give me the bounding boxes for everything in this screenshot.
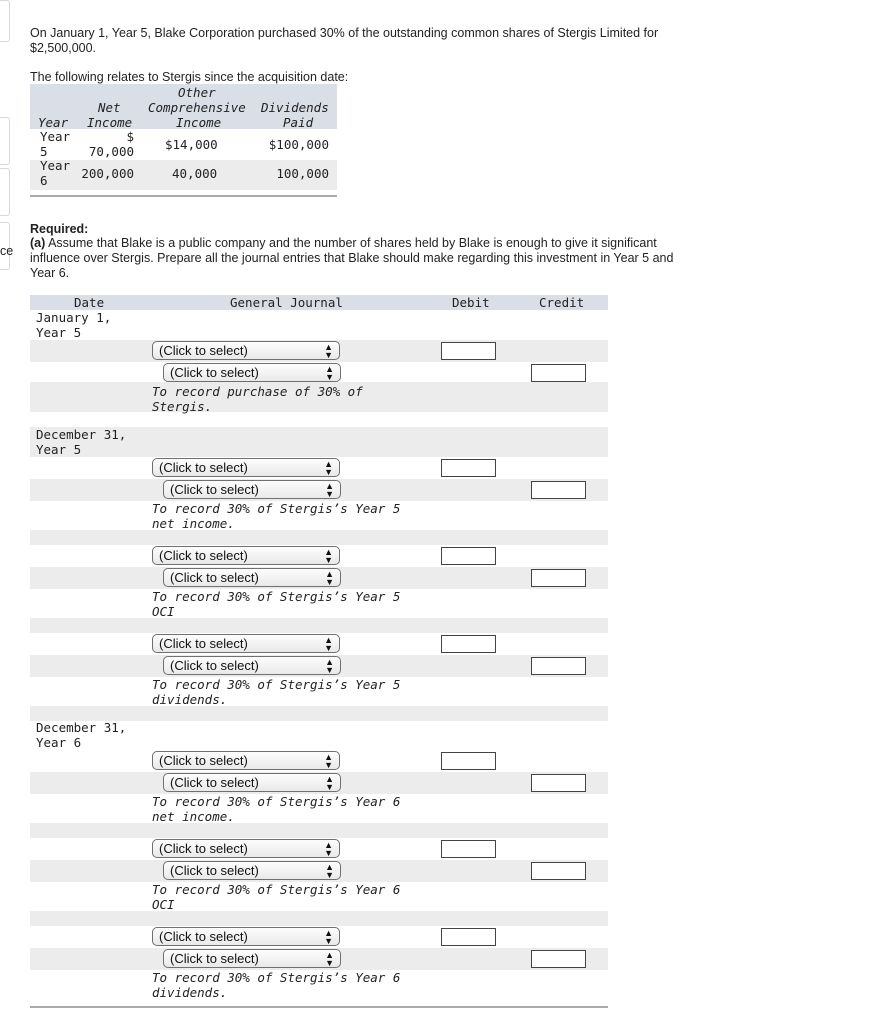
updown-arrows-icon: ▲ ▼ [324, 635, 333, 653]
row-year5-year-b: 5 [40, 144, 48, 159]
header-other: Other [178, 85, 216, 100]
required-label: Required: [30, 222, 89, 236]
row-year5-oci: $14,000 [165, 137, 218, 152]
entry-1-credit-account-select[interactable] [163, 363, 341, 382]
journal-col-debit: Debit [452, 295, 490, 310]
entry-4-debit-account-select[interactable] [152, 634, 340, 653]
select-placeholder: (Click to select) [170, 658, 259, 673]
entry-2-credit-input[interactable] [531, 481, 586, 499]
entry-6-debit-account-select[interactable] [152, 839, 340, 858]
select-placeholder: (Click to select) [170, 482, 259, 497]
journal-row-bg [30, 530, 608, 545]
entry-7-credit-account-select[interactable] [163, 949, 341, 968]
entry-5-credit-input[interactable] [531, 774, 586, 792]
entry-1-debit-account-select[interactable] [152, 341, 340, 360]
updown-arrows-icon: ▲ ▼ [324, 342, 333, 360]
entry-2-debit-account-select[interactable] [152, 458, 340, 477]
header-comprehensive: Comprehensive [148, 100, 246, 115]
header-paid: Paid [283, 115, 314, 130]
select-placeholder: (Click to select) [170, 570, 259, 585]
row-year6-dividends: 100,000 [276, 166, 329, 181]
row-year6-year-a: Year [40, 158, 71, 173]
entry-7-debit-account-select[interactable] [152, 927, 340, 946]
entry-4-debit-input[interactable] [441, 635, 496, 653]
entry-7-credit-input[interactable] [531, 950, 586, 968]
left-edge-panel [0, 117, 10, 165]
entry-6-memo-line-1: To record 30% of Stergis’s Year 6 [152, 882, 401, 897]
left-edge-fragment: ce [0, 244, 14, 258]
entry-3-memo-line-2: OCI [152, 604, 175, 619]
updown-arrows-icon: ▲ ▼ [325, 481, 334, 499]
row-year5-ni-a: $ [126, 129, 134, 144]
select-placeholder: (Click to select) [159, 636, 248, 651]
entry-7-memo-line-1: To record 30% of Stergis’s Year 6 [152, 970, 401, 985]
select-placeholder: (Click to select) [170, 365, 259, 380]
row-year6-ni-b: 200,000 [81, 166, 134, 181]
stergis-table-bottom-rule [30, 195, 337, 197]
entry-6-credit-account-select[interactable] [163, 861, 341, 880]
updown-arrows-icon: ▲ ▼ [324, 547, 333, 565]
date-jan1-line-2: Year 5 [36, 325, 82, 340]
required-part-a-line-2: influence over Stergis. Prepare all the journal entries that Blake should make regarding this investment in Year 5 and [30, 251, 674, 265]
entry-4-memo-line-2: dividends. [152, 692, 228, 707]
header-dividends: Dividends [261, 100, 329, 115]
intro-relates: The following relates to Stergis since the acquisition date: [30, 70, 349, 84]
required-part-a-line-1 [30, 236, 657, 251]
updown-arrows-icon: ▲ ▼ [324, 928, 333, 946]
entry-1-memo-line-1: To record purchase of 30% of [152, 384, 363, 399]
intro-line-2: $2,500,000. [30, 41, 97, 55]
entry-3-debit-account-select[interactable] [152, 546, 340, 565]
updown-arrows-icon: ▲ ▼ [325, 950, 334, 968]
journal-col-general-journal: General Journal [230, 295, 343, 310]
entry-1-debit-input[interactable] [441, 342, 496, 360]
entry-6-debit-input[interactable] [441, 840, 496, 858]
date-dec31-y6-line-1: December 31, [36, 720, 127, 735]
select-placeholder: (Click to select) [170, 863, 259, 878]
entry-7-debit-input[interactable] [441, 928, 496, 946]
select-placeholder: (Click to select) [159, 929, 248, 944]
entry-6-credit-input[interactable] [531, 862, 586, 880]
entry-3-credit-account-select[interactable] [163, 568, 341, 587]
updown-arrows-icon: ▲ ▼ [325, 862, 334, 880]
header-net-income: Income [87, 115, 133, 130]
intro-line-1: On January 1, Year 5, Blake Corporation purchased 30% of the outstanding common shares of Stergis Limited for [30, 26, 659, 40]
required-part-a-line-3: Year 6. [30, 266, 70, 280]
row-year6-year-b: 6 [40, 173, 48, 188]
updown-arrows-icon: ▲ ▼ [324, 840, 333, 858]
part-a-label: (a) [30, 236, 46, 250]
entry-4-credit-input[interactable] [531, 657, 586, 675]
updown-arrows-icon: ▲ ▼ [324, 459, 333, 477]
journal-bottom-rule [30, 1006, 608, 1008]
journal-row-bg [30, 618, 608, 633]
date-jan1-line-1: January 1, [36, 310, 112, 325]
entry-3-credit-input[interactable] [531, 569, 586, 587]
part-a-text-1: Assume that Blake is a public company and the number of shares held by Blake is enough to give it significant [45, 236, 657, 250]
select-placeholder: (Click to select) [170, 951, 259, 966]
select-placeholder: (Click to select) [159, 460, 248, 475]
entry-2-memo-line-1: To record 30% of Stergis’s Year 5 [152, 501, 401, 516]
entry-3-memo-line-1: To record 30% of Stergis’s Year 5 [152, 589, 401, 604]
entry-3-debit-input[interactable] [441, 547, 496, 565]
updown-arrows-icon: ▲ ▼ [324, 752, 333, 770]
journal-row-bg [30, 911, 608, 926]
date-dec31-y6-line-2: Year 6 [36, 735, 82, 750]
entry-4-memo-line-1: To record 30% of Stergis’s Year 5 [152, 677, 401, 692]
journal-row-bg [30, 823, 608, 838]
updown-arrows-icon: ▲ ▼ [325, 364, 334, 382]
entry-4-credit-account-select[interactable] [163, 656, 341, 675]
entry-1-credit-input[interactable] [531, 364, 586, 382]
left-edge-panel [0, 0, 10, 42]
entry-2-debit-input[interactable] [441, 459, 496, 477]
row-year6-oci: 40,000 [172, 166, 218, 181]
entry-1-memo-line-2: Stergis. [152, 399, 213, 414]
header-oci-income: Income [176, 115, 222, 130]
updown-arrows-icon: ▲ ▼ [325, 657, 334, 675]
journal-row-bg [30, 706, 608, 721]
row-year5-year-a: Year [40, 129, 71, 144]
entry-6-memo-line-2: OCI [152, 897, 175, 912]
select-placeholder: (Click to select) [170, 775, 259, 790]
header-net: Net [98, 100, 121, 115]
left-edge-panel [0, 168, 10, 216]
date-dec31-y5-line-2: Year 5 [36, 442, 82, 457]
header-year: Year [38, 115, 69, 130]
journal-col-credit: Credit [539, 295, 585, 310]
entry-5-memo-line-2: net income. [152, 809, 235, 824]
entry-5-memo-line-1: To record 30% of Stergis’s Year 6 [152, 794, 401, 809]
date-dec31-y5-line-1: December 31, [36, 427, 127, 442]
updown-arrows-icon: ▲ ▼ [325, 774, 334, 792]
select-placeholder: (Click to select) [159, 343, 248, 358]
journal-col-date: Date [74, 295, 105, 310]
entry-2-credit-account-select[interactable] [163, 480, 341, 499]
entry-5-debit-input[interactable] [441, 752, 496, 770]
select-placeholder: (Click to select) [159, 548, 248, 563]
entry-5-debit-account-select[interactable] [152, 751, 340, 770]
select-placeholder: (Click to select) [159, 841, 248, 856]
entry-7-memo-line-2: dividends. [152, 985, 228, 1000]
row-year5-ni-b: 70,000 [88, 144, 134, 159]
row-year5-dividends: $100,000 [268, 137, 329, 152]
select-placeholder: (Click to select) [159, 753, 248, 768]
entry-5-credit-account-select[interactable] [163, 773, 341, 792]
updown-arrows-icon: ▲ ▼ [325, 569, 334, 587]
entry-2-memo-line-2: net income. [152, 516, 235, 531]
